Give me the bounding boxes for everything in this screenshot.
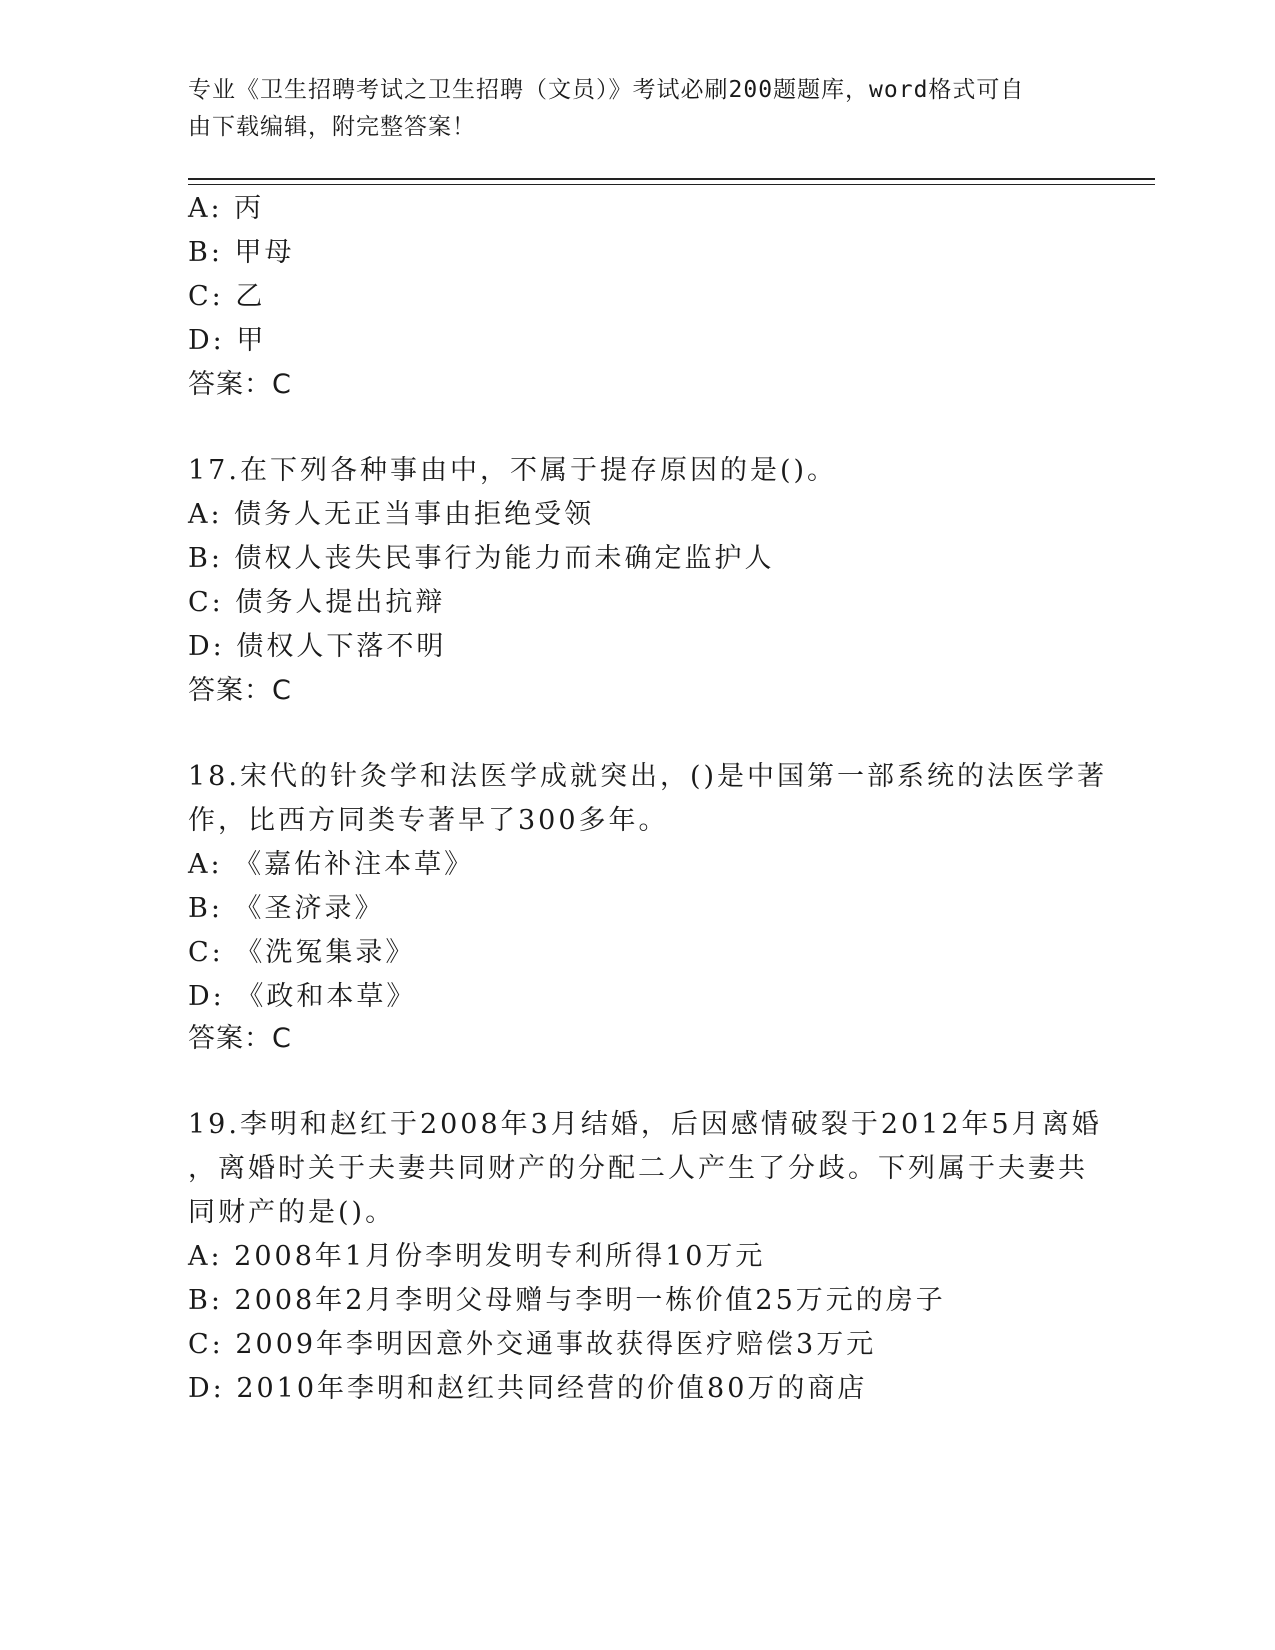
q16-answer: 答案：C [188,369,292,400]
q19-option-c: C: 2009年李明因意外交通事故获得医疗赔偿3万元 [188,1329,877,1360]
q18-option-a: A: 《嘉佑补注本草》 [188,849,475,880]
q19-stem-line-3: 同财产的是()。 [188,1197,396,1228]
q18-answer: 答案：C [188,1023,292,1054]
q19-option-a: A: 2008年1月份李明发明专利所得10万元 [188,1241,766,1272]
q17-answer: 答案：C [188,675,292,706]
q18-option-b: B: 《圣济录》 [188,893,385,924]
q17-option-a: A: 债务人无正当事由拒绝受领 [188,499,595,530]
q16-option-c: C: 乙 [188,281,266,312]
q19-option-d: D: 2010年李明和赵红共同经营的价值80万的商店 [188,1373,868,1404]
q17-option-c: C: 债务人提出抗辩 [188,587,446,618]
q18-option-c: C: 《洗冤集录》 [188,937,416,968]
q17-option-b: B: 债权人丧失民事行为能力而未确定监护人 [188,543,775,574]
q16-option-a: A: 丙 [188,193,265,224]
header-divider [188,178,1155,180]
header-line-1: 专业《卫生招聘考试之卫生招聘（文员）》考试必刷200题题库，word格式可自 [188,77,1025,103]
q18-stem-line-2: 作，比西方同类专著早了300多年。 [188,805,669,836]
q19-stem-line-1: 19.李明和赵红于2008年3月结婚，后因感情破裂于2012年5月离婚 [188,1109,1102,1140]
q19-option-b: B: 2008年2月李明父母赠与李明一栋价值25万元的房子 [188,1285,946,1316]
document-header [188,72,1088,146]
q16-option-d: D: 甲 [188,325,267,356]
q18-option-d: D: 《政和本草》 [188,981,417,1012]
q17-option-d: D: 债权人下落不明 [188,631,447,662]
header-line-2: 由下载编辑，附完整答案！ [188,114,476,140]
q17-stem-line-1: 17.在下列各种事由中，不属于提存原因的是()。 [188,455,838,486]
header-divider-thin [188,184,1155,185]
q19-stem-line-2: ，离婚时关于夫妻共同财产的分配二人产生了分歧。下列属于夫妻共 [188,1153,1088,1184]
q18-stem-line-1: 18.宋代的针灸学和法医学成就突出，()是中国第一部系统的法医学著 [188,761,1108,792]
q16-option-b: B: 甲母 [188,237,295,268]
